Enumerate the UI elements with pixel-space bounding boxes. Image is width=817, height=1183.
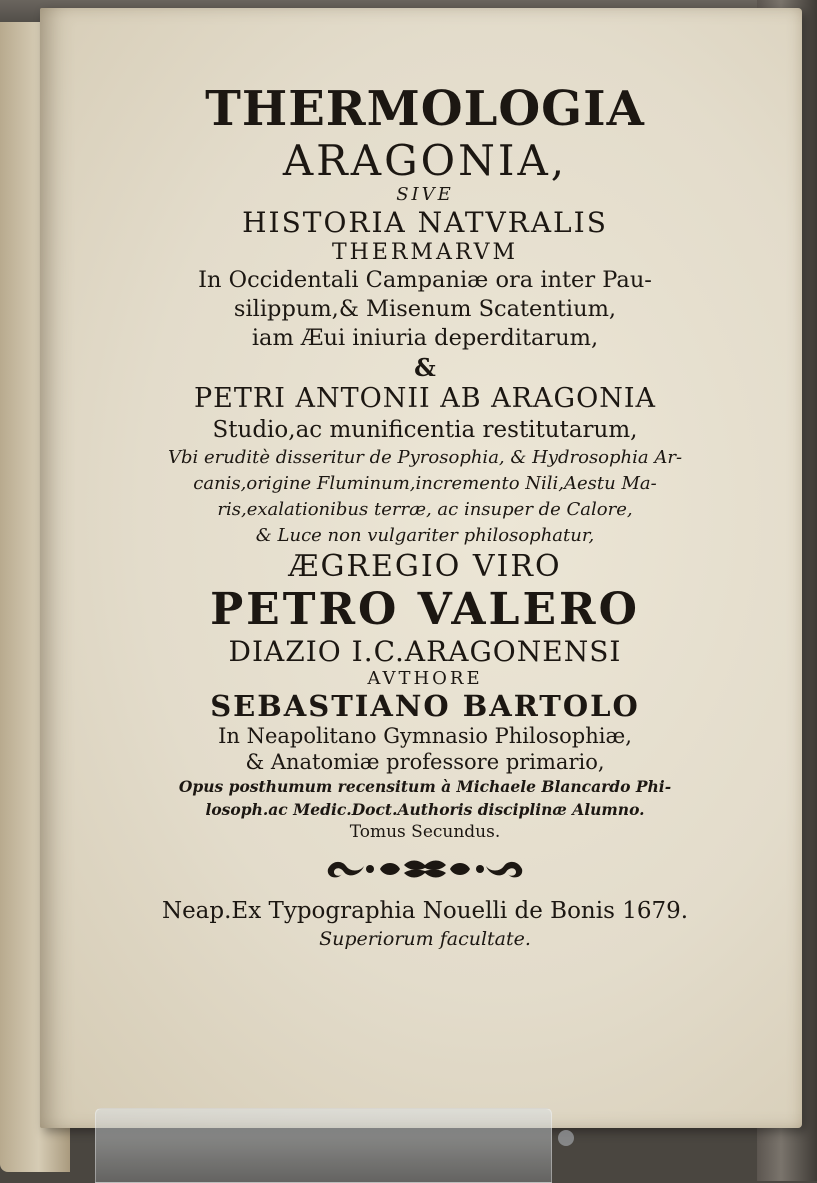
title-line-2: ARAGONIA, bbox=[282, 136, 568, 185]
topics-line-3: ris,exalationibus terræ, ac insuper de Calore, bbox=[217, 499, 633, 520]
author-role-1: In Neapolitano Gymnasio Philosophiæ, bbox=[218, 724, 632, 748]
printers-ornament bbox=[80, 856, 770, 882]
editor-line-2: losoph.ac Medic.Doct.Authoris disciplinæ Alumno. bbox=[205, 800, 645, 819]
dedication-line-1: ÆGREGIO VIRO bbox=[288, 549, 562, 584]
sive-word: SIVE bbox=[396, 184, 454, 205]
ornament-icon bbox=[320, 856, 530, 882]
description-line-1: In Occidentali Campaniæ ora inter Pau- bbox=[198, 267, 652, 293]
imprint-line-1: Neap.Ex Typographia Nouelli de Bonis 1679. bbox=[161, 898, 689, 924]
title-line-1: THERMOLOGIA bbox=[205, 81, 645, 137]
subtitle-line-2: THERMARVM bbox=[331, 240, 519, 265]
stand-knob bbox=[558, 1130, 574, 1146]
description-line-2: silippum,& Misenum Scatentium, bbox=[233, 296, 617, 322]
topics-line-4: & Luce non vulgariter philosophatur, bbox=[255, 525, 595, 546]
ampersand: & bbox=[414, 353, 436, 382]
subtitle-line-1: HISTORIA NATVRALIS bbox=[242, 206, 608, 239]
patron-line-1: PETRI ANTONII AB ARAGONIA bbox=[193, 383, 656, 414]
title-page-text bbox=[80, 80, 770, 952]
topics-line-1: Vbi eruditè disseritur de Pyrosophia, & Hydrosophia Ar- bbox=[167, 447, 683, 468]
dedication-line-2: PETRO VALERO bbox=[210, 584, 640, 635]
volume-label: Tomus Secundus. bbox=[349, 822, 501, 842]
imprint-line-2: Superiorum facultate. bbox=[319, 928, 531, 950]
topics-line-2: canis,origine Fluminum,incremento Nili,Aestu Ma- bbox=[193, 473, 657, 494]
editor-line-1: Opus posthumum recensitum à Michaele Blancardo Phi- bbox=[178, 777, 672, 796]
description-line-3: iam Æui iniuria deperditarum, bbox=[251, 325, 599, 351]
authore-word: AVTHORE bbox=[367, 668, 483, 689]
dedication-line-3: DIAZIO I.C.ARAGONENSI bbox=[228, 635, 622, 668]
patron-line-2: Studio,ac munificentia restitutarum, bbox=[212, 417, 638, 443]
author-role-2: & Anatomiæ professore primario, bbox=[245, 750, 605, 774]
book-stand bbox=[95, 1108, 552, 1183]
author-name: SEBASTIANO BARTOLO bbox=[210, 689, 640, 723]
